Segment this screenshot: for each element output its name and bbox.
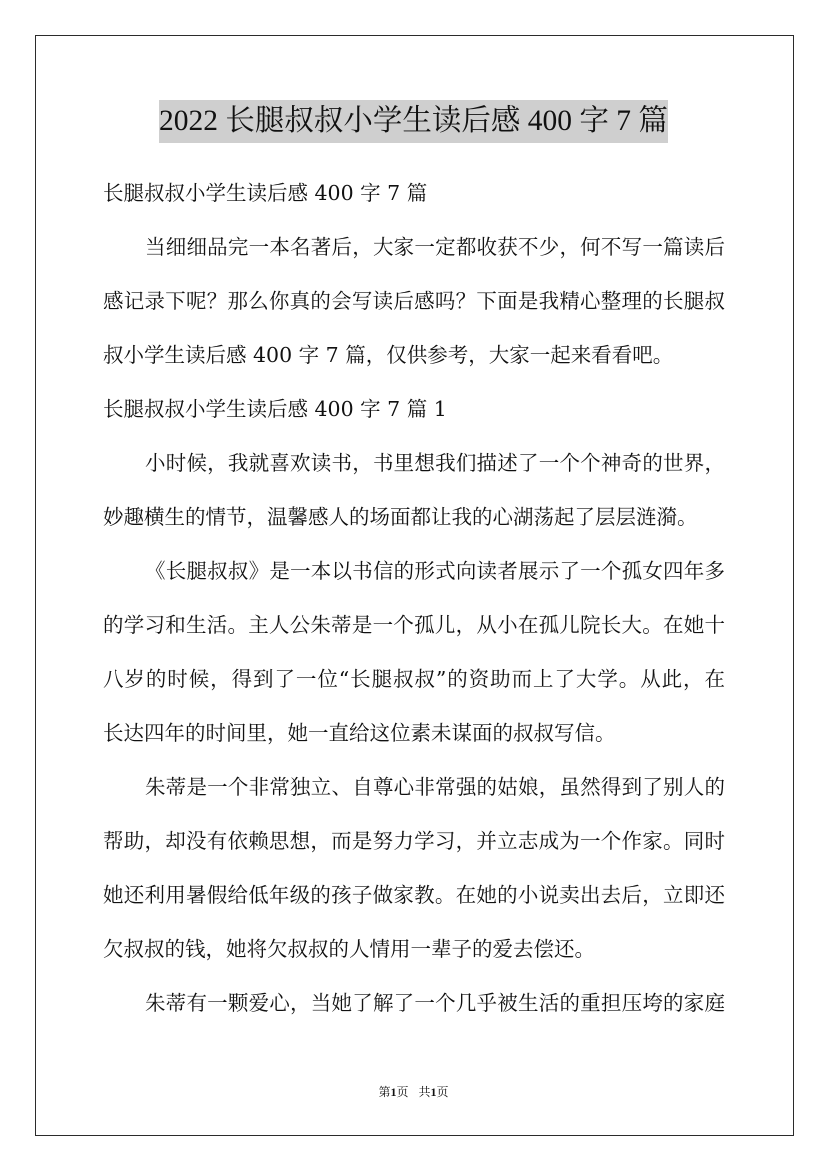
page-footer [0, 1083, 827, 1101]
paragraph-line: 长达四年的时间里，她一直给这位素未谋面的叔叔写信。 [103, 721, 616, 745]
page-number: 1 [390, 1085, 397, 1099]
paragraph-line: 妙趣横生的情节，温馨感人的场面都让我的心湖荡起了层层涟漪。 [103, 505, 698, 529]
page-suffix: 页 [396, 1085, 409, 1099]
intro-line: 当细细品完一本名著后，大家一定都收获不少，何不写一篇读后 [145, 235, 725, 259]
page-indicator [378, 1085, 408, 1099]
total-pages: 1 [430, 1085, 437, 1099]
paragraph-line: 的学习和生活。主人公朱蒂是一个孤儿，从小在孤儿院长大。在她十 [103, 613, 725, 637]
paragraph-line: 朱蒂是一个非常独立、自尊心非常强的姑娘，虽然得到了别人的 [145, 775, 725, 799]
page-prefix: 第 [378, 1085, 391, 1099]
paragraph-line: 《长腿叔叔》是一本以书信的形式向读者展示了一个孤女四年多 [145, 559, 725, 583]
paragraph-line: 朱蒂有一颗爱心，当她了解了一个几乎被生活的重担压垮的家庭 [145, 991, 725, 1015]
total-suffix: 页 [436, 1085, 449, 1099]
title-block [0, 100, 827, 143]
paragraph-line: 八岁的时候，得到了一位“长腿叔叔”的资助而上了大学。从此，在 [103, 667, 725, 691]
total-pages-indicator [419, 1085, 449, 1099]
paragraph-line: 她还利用暑假给低年级的孩子做家教。在她的小说卖出去后，立即还 [103, 883, 725, 907]
document-subtitle: 长腿叔叔小学生读后感 400 字 7 篇 [103, 181, 428, 205]
document-title: 2022 长腿叔叔小学生读后感 400 字 7 篇 [159, 100, 668, 143]
document-body [103, 166, 725, 1030]
section-heading: 长腿叔叔小学生读后感 400 字 7 篇 1 [103, 397, 447, 421]
paragraph-line: 帮助，却没有依赖思想，而是努力学习，并立志成为一个作家。同时 [103, 829, 725, 853]
paragraph-line: 小时候，我就喜欢读书，书里想我们描述了一个个神奇的世界， [145, 451, 725, 475]
total-prefix: 共 [418, 1085, 431, 1099]
paragraph-line: 欠叔叔的钱，她将欠叔叔的人情用一辈子的爱去偿还。 [103, 937, 595, 961]
intro-line: 感记录下呢？那么你真的会写读后感吗？下面是我精心整理的长腿叔 [103, 289, 725, 313]
intro-line: 叔小学生读后感 400 字 7 篇，仅供参考，大家一起来看看吧。 [103, 343, 674, 367]
